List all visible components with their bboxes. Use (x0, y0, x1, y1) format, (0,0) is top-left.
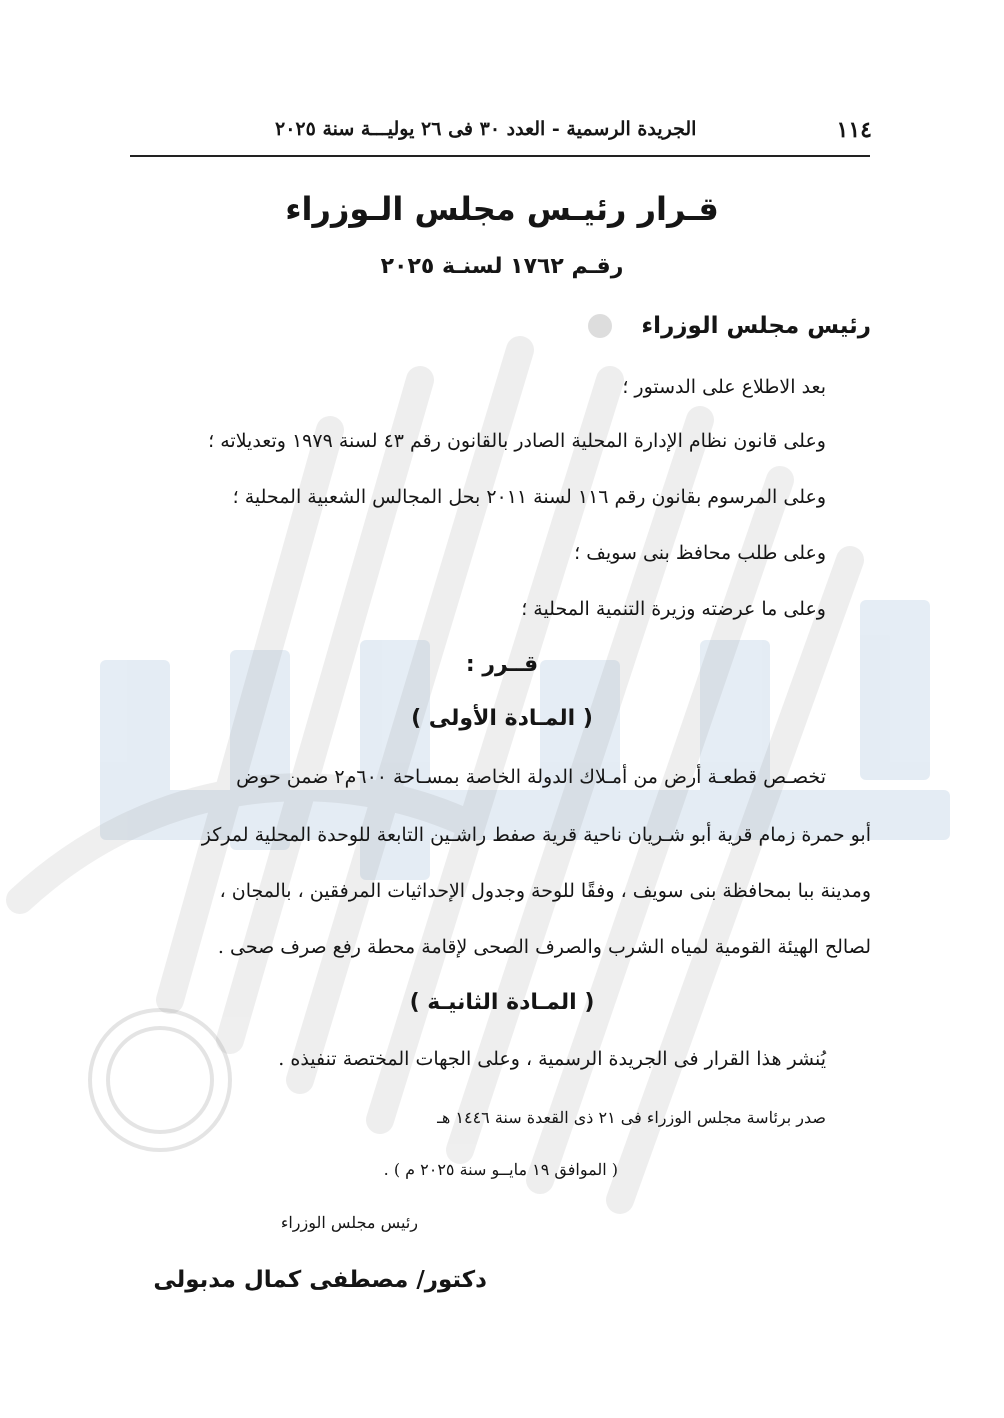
recital-line: وعلى قانون نظام الإدارة المحلية الصادر بالقانون رقم ٤٣ لسنة ١٩٧٩ وتعديلاته ؛ (208, 430, 826, 452)
publication-line: الجريدة الرسمية - العدد ٣٠ فى ٢٦ يوليـــة سنة ٢٠٢٥ (275, 118, 697, 140)
recital-line: وعلى طلب محافظ بنى سويف ؛ (574, 542, 826, 564)
issued-line: صدر برئاسة مجلس الوزراء فى ٢١ ذى القعدة سنة ١٤٤٦ هـ (437, 1108, 826, 1127)
recital-line: وعلى المرسوم بقانون رقم ١١٦ لسنة ٢٠١١ بحل المجالس الشعبية المحلية ؛ (232, 486, 826, 508)
header-divider (130, 155, 870, 157)
signatory-title: رئيس مجلس الوزراء (280, 1213, 418, 1232)
article-1-line: أبو حمرة زمام قرية أبو شـريان ناحية قرية صفط راشـين التابعة للوحدة المحلية لمركز (201, 824, 871, 846)
recital-line: بعد الاطلاع على الدستور ؛ (622, 376, 826, 398)
issuer-heading: رئيس مجلس الوزراء (641, 313, 871, 339)
article-1-heading: ( المـادة الأولى ) (411, 706, 593, 731)
decree-title: قـرار رئيـس مجلس الـوزراء (285, 190, 719, 228)
decree-number: رقـم ١٧٦٢ لسنـة ٢٠٢٥ (380, 254, 624, 279)
recital-line: وعلى ما عرضته وزيرة التنمية المحلية ؛ (521, 598, 826, 620)
signatory-name: دكتور/ مصطفى كمال مدبولى (153, 1267, 487, 1293)
page-number: ١١٤ (836, 117, 872, 143)
decided-label: قــرر : (465, 652, 539, 677)
article-1-line: ومدينة ببا بمحافظة بنى سويف ، وفقًا للوحة وجدول الإحداثيات المرفقين ، بالمجان ، (219, 880, 871, 902)
article-1-line: لصالح الهيئة القومية لمياه الشرب والصرف الصحى لإقامة محطة رفع صرف صحى . (217, 936, 871, 958)
article-2-text: يُنشر هذا القرار فى الجريدة الرسمية ، وعلى الجهات المختصة تنفيذه . (278, 1048, 826, 1070)
corresponding-date: ( الموافق ١٩ مايــو سنة ٢٠٢٥ م ) . (383, 1160, 618, 1179)
article-2-heading: ( المـادة الثانيـة ) (409, 990, 595, 1015)
article-1-line: تخصـص قطعـة أرض من أمـلاك الدولة الخاصة بمسـاحة ٦٠٠م٢ ضمن حوض (236, 766, 826, 788)
